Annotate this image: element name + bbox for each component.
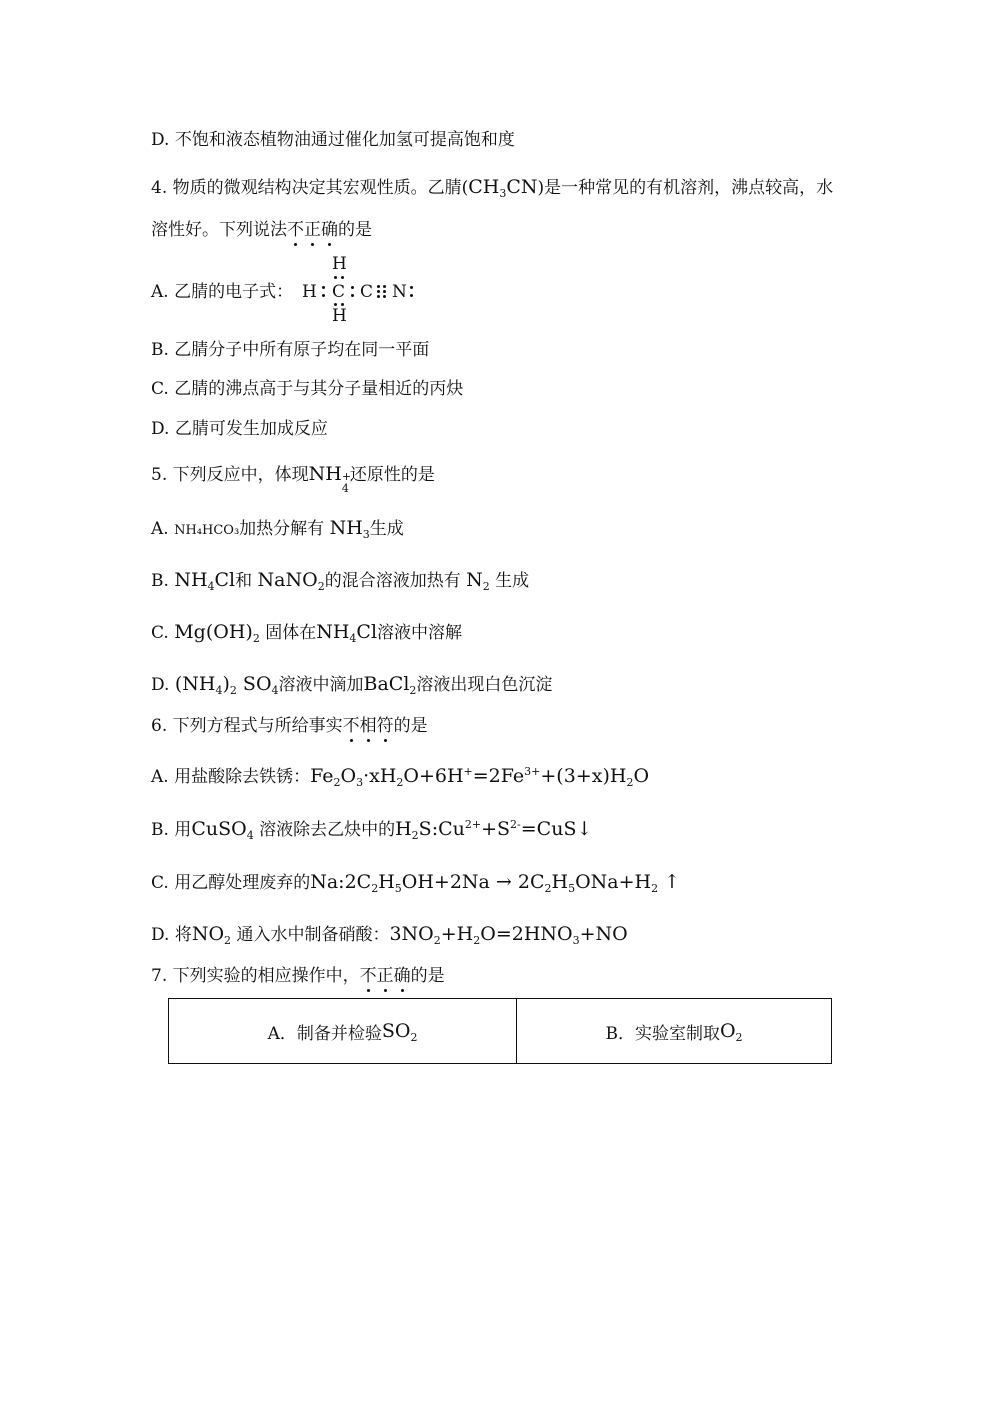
electron-dot xyxy=(377,290,380,293)
electron-dot xyxy=(341,303,344,306)
lewis-atom-c1: C xyxy=(332,282,346,302)
emphasis-char: 符 xyxy=(376,716,394,736)
electron-dot xyxy=(383,285,386,288)
q5-option-a: A. NH₄HCO₃加热分解有 $NH_3$生成 xyxy=(151,517,404,541)
q4-formula: $CH_3CN$ xyxy=(468,176,538,200)
q4-option-d: D. 乙腈可发生加成反应 xyxy=(151,419,328,439)
electron-dot xyxy=(410,286,413,289)
acetonitrile-lewis-structure xyxy=(300,256,430,326)
q4-stem-line2: 溶性好。下列说法不正确的是 xyxy=(151,220,372,240)
q4-stem-line1 xyxy=(151,176,834,200)
q6-option-c: C. 用乙醇处理废弃的$Na:2C_2H_5OH+2Na \to 2C_2H_5ONa+H_2$ ↑ xyxy=(151,871,681,895)
q7-stem: 7. 下列实验的相应操作中，不正确的是 xyxy=(151,966,445,986)
electron-dot xyxy=(341,276,344,279)
q6-option-b: B. 用CuSO$_4$ 溶液除去乙炔中的$H_2S:Cu^{2+}+S^{2-}=CuS↓$ xyxy=(151,818,593,842)
q5-stem: 5. 下列反应中，体现NH + 4 还原性的是 xyxy=(151,463,435,495)
lewis-atom-h-top: H xyxy=(332,254,347,274)
q4-stem-b: )是一种常见的有机溶剂，沸点较高，水 xyxy=(537,178,834,198)
lewis-atom-c2: C xyxy=(360,282,374,302)
q3-option-d: D. 不饱和液态植物油通过催化加氢可提高饱和度 xyxy=(151,130,515,150)
q5-option-d: D. $(NH_4)_2$ $SO_4$溶液中滴加BaCl$_2$溶液出现白色沉淀 xyxy=(151,673,553,697)
emphasis-char: 确 xyxy=(321,220,338,240)
electron-dot xyxy=(377,295,380,298)
electron-dot xyxy=(383,295,386,298)
electron-dot xyxy=(322,294,325,297)
electron-dot xyxy=(377,285,380,288)
electron-dot xyxy=(334,303,337,306)
q6-option-a: A. 用盐酸除去铁锈：$Fe_2O_3\cdot xH_2O+6H^+=2Fe^{3+}+(3+x)H_2O$ xyxy=(151,765,650,789)
lewis-atom-h-left: H xyxy=(302,282,317,302)
electron-dot xyxy=(322,286,325,289)
q4-option-b: B. 乙腈分子中所有原子均在同一平面 xyxy=(151,340,430,360)
lewis-atom-h-bottom: H xyxy=(332,306,347,326)
emphasis-char: 不 xyxy=(359,966,377,986)
q4-option-a-label: A. 乙腈的电子式： xyxy=(151,282,294,302)
q6-option-d: D. 将$NO_2$ 通入水中制备硝酸：$3NO_2+H_2O=2HNO_3+NO$ xyxy=(151,923,628,947)
table-cell-option-b: B．实验室制取 $O_2$ xyxy=(516,999,831,1063)
emphasis-char: 相 xyxy=(359,716,377,736)
q5-option-b: B. $NH_4Cl$和 NaNO$_2$的混合溶液加热有 $N_2$ 生成 xyxy=(151,569,530,593)
table-cell-option-a: A．制备并检验 $SO_2$ xyxy=(267,1020,418,1044)
q4-option-c: C. 乙腈的沸点高于与其分子量相近的丙炔 xyxy=(151,379,464,399)
emphasis-char: 正 xyxy=(376,966,394,986)
emphasis-char: 确 xyxy=(393,966,411,986)
electron-dot xyxy=(351,294,354,297)
electron-dot xyxy=(351,286,354,289)
electron-dot xyxy=(410,294,413,297)
emphasis-char: 不 xyxy=(287,220,304,240)
emphasis-char: 不 xyxy=(342,716,360,736)
emphasis-char: 正 xyxy=(304,220,321,240)
electron-dot xyxy=(334,276,337,279)
q6-stem: 6. 下列方程式与所给事实不相符的是 xyxy=(151,716,428,736)
q4-stem-a: 4. 物质的微观结构决定其宏观性质。乙腈( xyxy=(151,178,469,198)
lewis-atom-n: N xyxy=(392,282,407,302)
ammonium-formula: NH + 4 xyxy=(308,463,352,495)
experiment-options-table xyxy=(168,998,832,1064)
electron-dot xyxy=(383,290,386,293)
q5-option-c: C. $Mg(OH)_2$ 固体在$NH_4Cl$溶液中溶解 xyxy=(151,621,463,645)
